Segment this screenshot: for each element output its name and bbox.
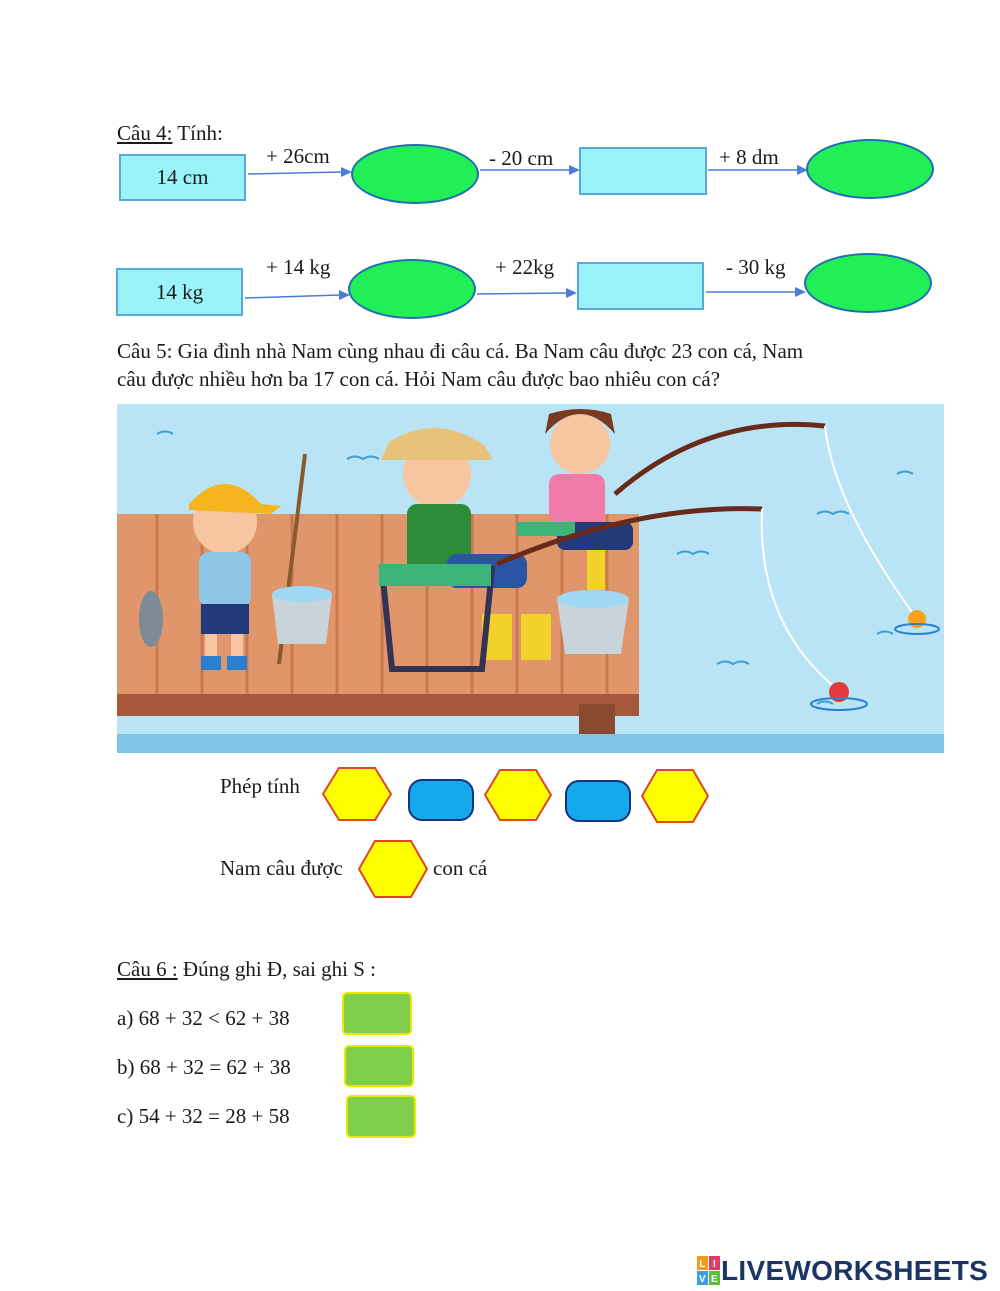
answer-box-b[interactable] bbox=[344, 1045, 414, 1087]
badge-letter-2: I bbox=[712, 1259, 717, 1270]
answer-prefix: Nam câu được bbox=[220, 856, 343, 880]
statement-c: c) 54 + 32 = 28 + 58 bbox=[117, 1104, 290, 1128]
calc-number-hexagon-1[interactable] bbox=[322, 767, 392, 821]
question-4-label: Câu 4: bbox=[117, 121, 173, 145]
row2-start-value: 14 kg bbox=[155, 279, 204, 304]
answer-hexagon[interactable] bbox=[358, 840, 428, 898]
row1-op1-label: + 26cm bbox=[266, 144, 330, 168]
question-6-label: Câu 6 : bbox=[117, 957, 178, 981]
statement-b: b) 68 + 32 = 62 + 38 bbox=[117, 1055, 291, 1079]
row1-start-value: 14 cm bbox=[156, 165, 209, 189]
row1-arrow-1 bbox=[248, 166, 352, 178]
row1-start-box bbox=[119, 154, 246, 201]
row1-op3-label: + 8 dm bbox=[719, 145, 779, 169]
question-6-title bbox=[117, 956, 376, 982]
row2-arrow-3 bbox=[706, 286, 806, 298]
row2-arrow-2 bbox=[477, 287, 577, 299]
liveworksheets-badge-icon bbox=[697, 1256, 721, 1286]
calc-result-hexagon[interactable] bbox=[641, 769, 709, 823]
liveworksheets-logo bbox=[697, 1255, 988, 1287]
question-4-instruction: Tính: bbox=[172, 121, 223, 145]
answer-suffix: con cá bbox=[433, 856, 488, 880]
row1-answer-oval-2[interactable] bbox=[806, 139, 934, 199]
calc-operator-pill-2[interactable] bbox=[565, 780, 631, 822]
liveworksheets-wordmark: LIVEWORKSHEETS bbox=[721, 1255, 989, 1286]
fishing-illustration bbox=[117, 404, 944, 753]
row2-op3-label: - 30 kg bbox=[726, 255, 786, 279]
question-5-line-1: Câu 5: Gia đình nhà Nam cùng nhau đi câu cá. Ba Nam câu được 23 con cá, Nam bbox=[117, 339, 804, 363]
badge-letter-4: E bbox=[711, 1274, 718, 1285]
fishing-scene-drawing bbox=[117, 404, 944, 753]
question-5-line-2: câu được nhiều hơn ba 17 con cá. Hỏi Nam câu được bao nhiêu con cá? bbox=[117, 367, 721, 391]
row2-answer-box[interactable] bbox=[577, 262, 704, 310]
answer-box-c[interactable] bbox=[346, 1095, 416, 1138]
row1-arrow-2 bbox=[480, 164, 580, 176]
question-4-title bbox=[117, 120, 223, 146]
badge-letter-3: V bbox=[699, 1274, 706, 1285]
row1-op2-label: - 20 cm bbox=[489, 146, 554, 170]
calc-number-hexagon-2[interactable] bbox=[484, 769, 552, 821]
row1-answer-oval-1[interactable] bbox=[351, 144, 479, 204]
row1-answer-box[interactable] bbox=[579, 147, 707, 195]
question-6-instruction: Đúng ghi Đ, sai ghi S : bbox=[177, 957, 377, 981]
row2-op1-label: + 14 kg bbox=[266, 255, 331, 279]
answer-box-a[interactable] bbox=[342, 992, 412, 1035]
row2-op2-label: + 22kg bbox=[495, 255, 555, 279]
row2-start-box bbox=[116, 268, 243, 316]
row2-answer-oval-1[interactable] bbox=[348, 259, 476, 319]
row2-answer-oval-2[interactable] bbox=[804, 253, 932, 313]
calculation-label: Phép tính bbox=[220, 774, 300, 798]
calc-operator-pill-1[interactable] bbox=[408, 779, 474, 821]
row1-arrow-3 bbox=[708, 164, 808, 176]
row2-arrow-1 bbox=[245, 290, 350, 302]
statement-a: a) 68 + 32 < 62 + 38 bbox=[117, 1006, 290, 1030]
badge-letter-1: L bbox=[699, 1259, 706, 1270]
